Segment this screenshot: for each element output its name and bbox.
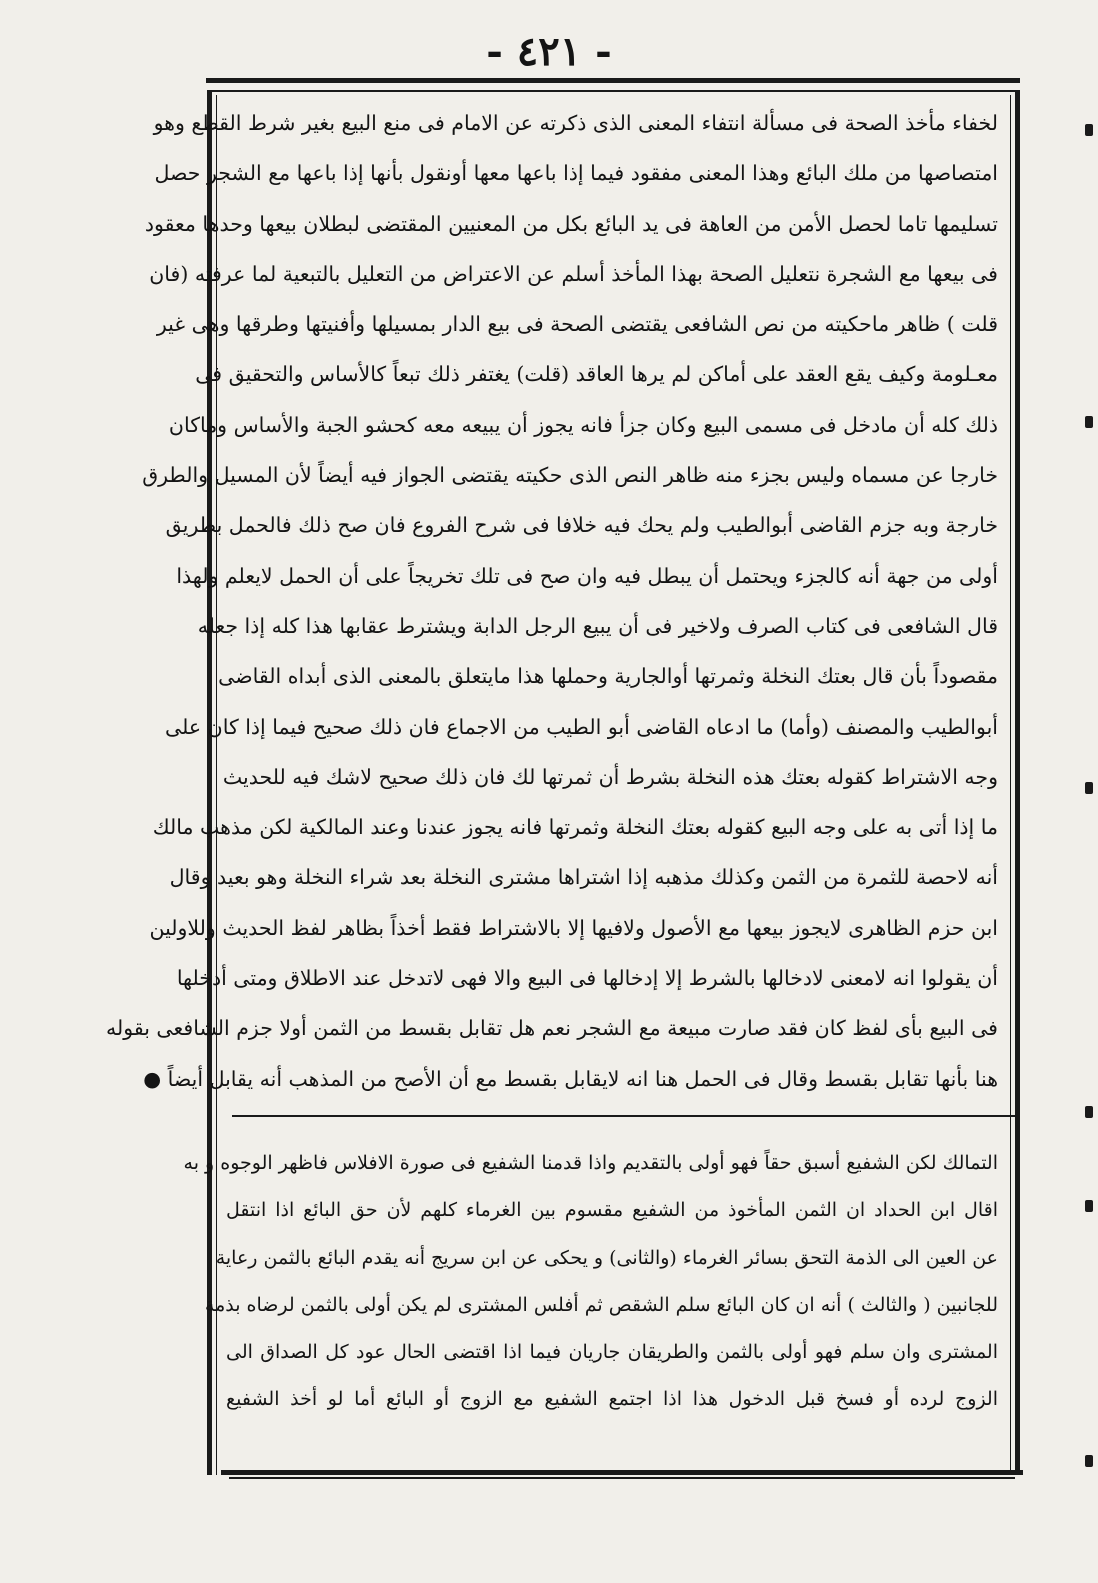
- footnote-separator: [232, 1115, 1020, 1117]
- text-line: قال الشافعى فى كتاب الصرف ولاخير فى أن يبيع الرجل الدابة ويشترط عقابها هذا كله إذا جعله: [197, 613, 998, 638]
- top-rule: [206, 78, 1020, 83]
- bottom-rule: [221, 1470, 1023, 1475]
- text-line: تسليمها تاما لحصل الأمن من العاهة فى يد البائع بكل من المعنيين المقتضى لبطلان بيعها وحدها معقود: [144, 211, 998, 236]
- footnote-line: الزوج لرده أو فسخ قبل الدخول هذا اذا اجتمع الشفيع مع الزوج أو البائع أما لو أخذ الشفيع: [226, 1388, 998, 1411]
- text-line: ما إذا أتى به على وجه البيع كقوله بعتك النخلة وثمرتها فانه يجوز عندنا وعند المالكية لكن مذهب مالك: [152, 815, 998, 840]
- text-line: معـلومة وكيف يقع العقد على أماكن لم يرها العاقد (قلت) يغتفر ذلك تبعاً كالأساس والتحقيق فى: [195, 362, 998, 387]
- margin-mark: [1085, 1106, 1093, 1118]
- margin-mark: [1085, 1455, 1093, 1467]
- footnote-line: التمالك لكن الشفيع أسبق حقاً فهو أولى بالتقديم واذا قدمنا الشفيع فى صورة الافلاس فاظهر الوجوه و به: [183, 1152, 998, 1174]
- text-line: قلت ) ظاهر ماحكيته من نص الشافعى يقتضى الصحة فى بيع الدار بمسيلها وأفنيتها وطرقها وهى غير: [156, 312, 998, 337]
- margin-mark: [1085, 1200, 1093, 1212]
- text-line: ذلك كله أن مادخل فى مسمى البيع وكان جزأ فانه يجوز أن يبيعه معه كحشو الجبة والأساس وماكان: [168, 412, 998, 437]
- text-line: امتصاصها من ملك البائع وهذا المعنى مفقود فيما إذا باعها معها أونقول بأنها إذا باعها مع الشجر حصل: [154, 161, 998, 186]
- text-line: فى البيع بأى لفظ كان فقد صارت مبيعة مع الشجر نعم هل تقابل بقسط من الثمن أولا جزم الشافعى بقوله: [106, 1016, 998, 1041]
- text-line: مقصوداً بأن قال بعتك النخلة وثمرتها أوالجارية وحملها هذا مايتعلق بالمعنى الذى أبداه القاضى: [218, 664, 998, 689]
- footnote-line: المشترى وان سلم فهو أولى بالثمن والطريقان جاريان فيما اذا اقتضى الحال عود كل الصداق الى: [226, 1341, 998, 1364]
- text-line: خارجا عن مسماه وليس بجزء منه ظاهر النص الذى حكيته يقتضى الجواز فيه أيضاً لأن المسيل والطرق: [142, 463, 998, 488]
- footnote-line: اقال ابن الحداد ان الثمن المأخوذ من الشفيع مقسوم بين الغرماء كلهم لأن حق البائع اذا انتقل: [226, 1199, 998, 1222]
- text-line: خارجة وبه جزم القاضى أبوالطيب ولم يحك فيه خلافا فى شرح الفروع فان صح ذلك فالحمل بطريق: [165, 513, 998, 538]
- text-line: ابن حزم الظاهرى لايجوز بيعها مع الأصول ولافيها إلا بالاشتراط فقط أخذاً بظاهر لفظ الحديث وللاولين: [149, 915, 998, 940]
- footnote-line: عن العين الى الذمة التحق بسائر الغرماء (والثانى) و يحكى عن ابن سريج أنه يقدم البائع بالثمن رعاية: [215, 1246, 998, 1269]
- text-line: أولى من جهة أنه كالجزء ويحتمل أن يبطل فيه وان صح فى تلك تخريجاً على أن الحمل لايعلم ولهذا: [176, 563, 998, 588]
- footnote-line: للجانبين ( والثالث ) أنه ان كان البائع سلم الشقص ثم أفلس المشترى لم يكن أولى بالثمن لرضاه بذمة: [204, 1293, 998, 1316]
- page-number: - ٤٢١ -: [486, 28, 612, 75]
- footnote-text: [183, 1140, 998, 1424]
- text-line: أنه لاحصة للثمرة من الثمن وكذلك مذهبه إذا اشتراها مشترى النخلة بعد شراء النخلة وهو بعيد وقال: [169, 865, 998, 890]
- text-line: أبوالطيب والمصنف (وأما) ما ادعاه القاضى أبو الطيب من الاجماع فان ذلك صحيح فيما إذا كان على: [165, 714, 998, 739]
- margin-mark: [1085, 782, 1093, 794]
- text-line: أن يقولوا انه لامعنى لادخالها بالشرط إلا إدخالها فى البيع والا فهى لاتدخل عند الاطلاق ومتى أدخلها: [176, 966, 998, 991]
- text-line: وجه الاشتراط كقوله بعتك هذه النخلة بشرط أن ثمرتها لك فان ذلك صحيح لاشك فيه للحديث: [222, 764, 998, 789]
- margin-mark: [1085, 124, 1093, 136]
- main-text: [106, 98, 998, 1104]
- text-line: لخفاء مأخذ الصحة فى مسألة انتفاء المعنى الذى ذكرته عن الامام فى منع البيع بغير شرط القطع وهو: [153, 111, 998, 135]
- text-line: فى بيعها مع الشجرة نتعليل الصحة بهذا المأخذ أسلم عن الاعتراض من التعليل بالتبعية لما عرفته (فان: [149, 261, 998, 286]
- text-line: هنا بأنها تقابل بقسط وقال فى الحمل هنا انه لايقابل بقسط مع أن الأصح من المذهب أنه يقابل أيضاً ●: [143, 1066, 998, 1091]
- margin-mark: [1085, 416, 1093, 428]
